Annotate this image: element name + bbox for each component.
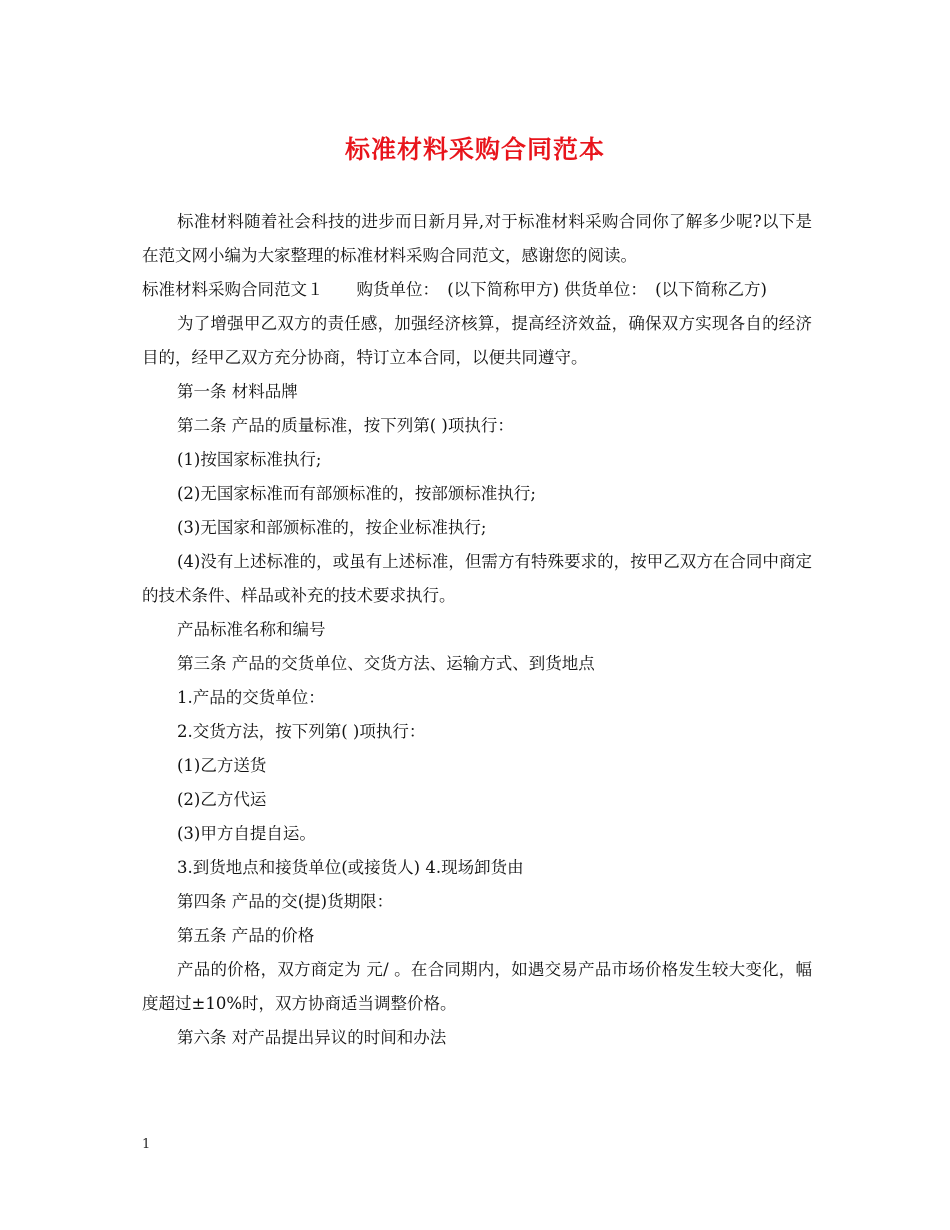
clause-3-heading: 第三条 产品的交货单位、交货方法、运输方式、到货地点 [177, 654, 595, 673]
clause-3-option-1: (1)乙方送货 [177, 756, 267, 775]
paragraph-purpose: 为了增强甲乙双方的责任感，加强经济核算，提高经济效益，确保双方实现各自的经济目的，经甲乙双方充分协商，特订立本合同，以便共同遵守。 [142, 314, 812, 367]
clause-3-item-3-4: 3.到货地点和接货单位(或接货人) 4.现场卸货由 [177, 858, 524, 877]
clause-2-item-3: (3)无国家和部颁标准的，按企业标准执行; [177, 518, 487, 537]
clause-2-item-2: (2)无国家标准而有部颁标准的，按部颁标准执行; [177, 484, 536, 503]
clause-3-item-2: 2.交货方法，按下列第( )项执行： [177, 722, 426, 741]
paragraph-intro: 标准材料随着社会科技的进步而日新月异,对于标准材料采购合同你了解多少呢?以下是在范文网小编为大家整理的标准材料采购合同范文，感谢您的阅读。 [142, 212, 812, 265]
clause-6-heading: 第六条 对产品提出异议的时间和办法 [177, 1028, 447, 1047]
clause-4-heading: 第四条 产品的交(提)货期限： [177, 892, 394, 911]
clause-5-heading: 第五条 产品的价格 [177, 926, 315, 945]
paragraph-parties: 标准材料采购合同范文１ 购货单位： (以下简称甲方) 供货单位： (以下简称乙方) [142, 280, 767, 299]
clause-2-item-4: (4)没有上述标准的，或虽有上述标准，但需方有特殊要求的，按甲乙双方在合同中商定的技术条件、样品或补充的技术要求执行。 [142, 552, 812, 605]
clause-3-item-1: 1.产品的交货单位： [177, 688, 325, 707]
clause-1-heading: 第一条 材料品牌 [177, 382, 298, 401]
product-standard-line: 产品标准名称和编号 [177, 620, 326, 639]
clause-3-option-2: (2)乙方代运 [177, 790, 267, 809]
clause-3-option-3: (3)甲方自提自运。 [177, 824, 316, 843]
page-number: 1 [142, 1137, 151, 1152]
document-title: 标准材料采购合同范本 [344, 135, 605, 164]
clause-2-heading: 第二条 产品的质量标准，按下列第( )项执行： [177, 416, 514, 435]
clause-2-item-1: (1)按国家标准执行; [177, 450, 322, 469]
document-body [142, 205, 812, 1055]
clause-5-body: 产品的价格，双方商定为 元/ 。在合同期内，如遇交易产品市场价格发生较大变化，幅度超过±10%时，双方协商适当调整价格。 [142, 960, 812, 1013]
